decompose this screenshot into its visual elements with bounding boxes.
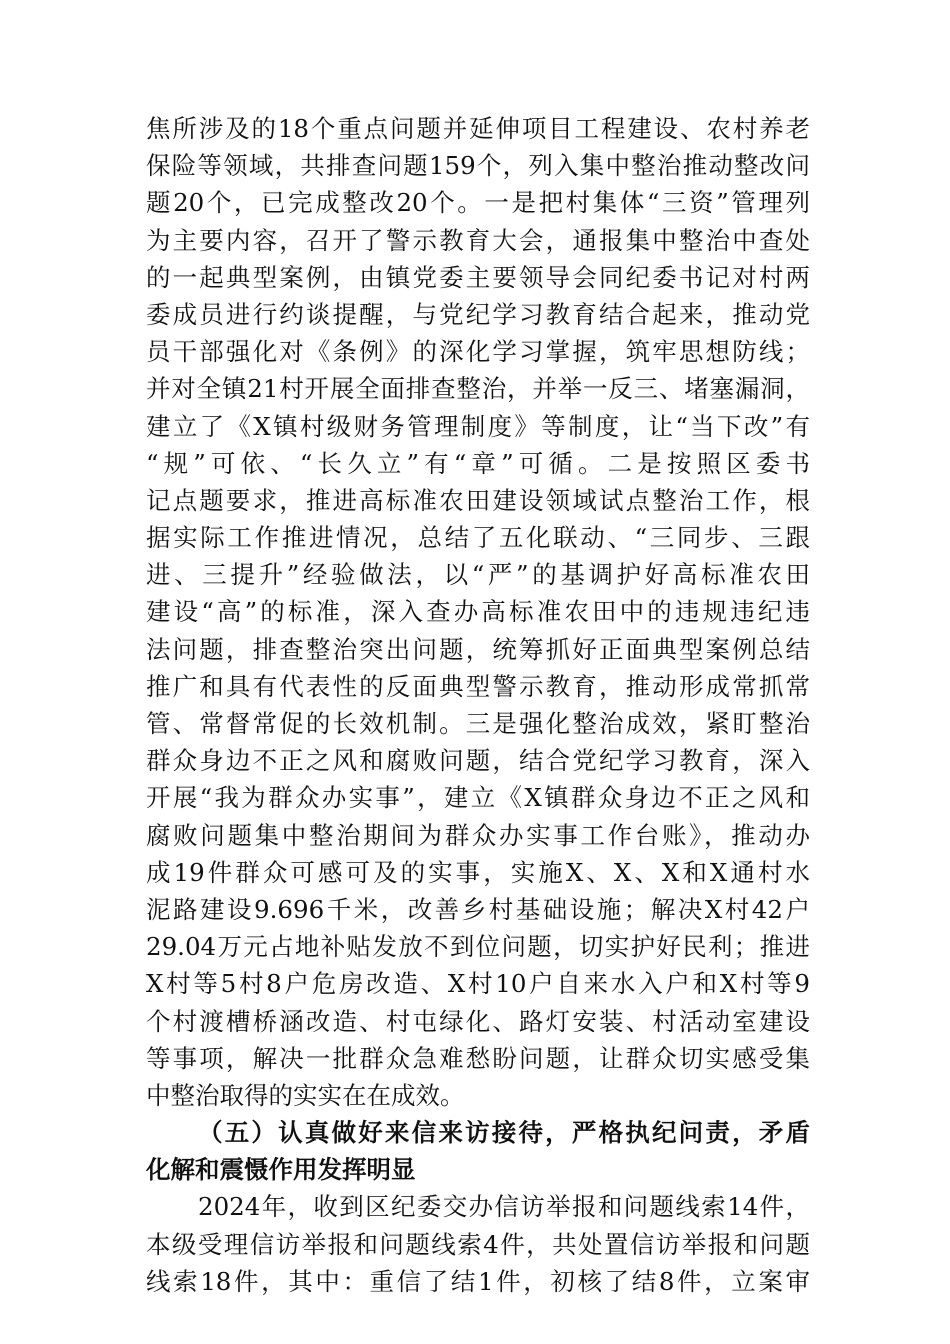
- heading-line: （五）认真做好来信来访接待，严格执纪问责，矛盾: [198, 1118, 810, 1148]
- text-line: 个村渡槽桥涵改造、村屯绿化、路灯安装、村活动室建设: [146, 1006, 810, 1036]
- text-line: X村等5村8户危房改造、X村10户自来水入户和X村等9: [146, 969, 810, 999]
- text-line: 29.04万元占地补贴发放不到位问题，切实护好民利；推进: [146, 932, 810, 962]
- text-line: 法问题，排查整治突出问题，统筹抓好正面典型案例总结: [146, 634, 810, 664]
- text-line: 开展“我为群众办实事”，建立《X镇群众身边不正之风和: [146, 783, 810, 813]
- text-line: 题20个，已完成整改20个。一是把村集体“三资”管理列: [146, 188, 810, 218]
- heading-line: 化解和震慑作用发挥明显: [146, 1155, 416, 1185]
- text-line: 委成员进行约谈提醒，与党纪学习教育结合起来，推动党: [146, 299, 810, 329]
- text-line: 焦所涉及的18个重点问题并延伸项目工程建设、农村养老: [146, 114, 810, 143]
- text-line: 推广和具有代表性的反面典型警示教育，推动形成常抓常: [146, 671, 810, 701]
- text-line: 泥路建设9.696千米，改善乡村基础设施；解决X村42户: [146, 894, 810, 924]
- text-line: 保险等领域，共排查问题159个，列入集中整治推动整改问: [146, 151, 810, 181]
- text-line: 群众身边不正之风和腐败问题，结合党纪学习教育，深入: [146, 746, 810, 776]
- text-line: 为主要内容，召开了警示教育大会，通报集中整治中查处: [146, 225, 810, 255]
- text-line: 管、常督常促的长效机制。三是强化整治成效，紧盯整治: [146, 709, 810, 738]
- text-line: 并对全镇21村开展全面排查整治，并举一反三、堵塞漏洞，: [146, 374, 810, 404]
- text-line: 2024年，收到区纪委交办信访举报和问题线索14件，: [198, 1192, 810, 1222]
- document-page: [146, 110, 810, 1300]
- text-line: 线索18件，其中：重信了结1件，初核了结8件，立案审: [146, 1266, 810, 1296]
- text-line: 进、三提升”经验做法，以“严”的基调护好高标准农田: [146, 560, 810, 590]
- text-line: 建设“高”的标准，深入查办高标准农田中的违规违纪违: [146, 597, 810, 627]
- body-paragraph: [146, 1188, 810, 1300]
- text-line: 腐败问题集中整治期间为群众办实事工作台账》，推动办: [146, 820, 810, 850]
- text-line: 建立了《X镇村级财务管理制度》等制度，让“当下改”有: [146, 411, 810, 441]
- text-line: 员干部强化对《条例》的深化学习掌握，筑牢思想防线；: [146, 337, 810, 367]
- text-line: 的一起典型案例，由镇党委主要领导会同纪委书记对村两: [146, 262, 810, 292]
- text-line: “规”可依、“长久立”有“章”可循。二是按照区委书: [146, 448, 810, 478]
- text-line: 成19件群众可感可及的实事，实施X、X、X和X通村水: [146, 857, 810, 887]
- text-line: 本级受理信访举报和问题线索4件，共处置信访举报和问题: [146, 1229, 810, 1259]
- section-heading: [146, 1114, 810, 1188]
- text-line: 中整治取得的实实在在成效。: [146, 1080, 465, 1110]
- text-line: 等事项，解决一批群众急难愁盼问题，让群众切实感受集: [146, 1043, 810, 1073]
- body-paragraph: [146, 110, 810, 1114]
- text-line: 记点题要求，推进高标准农田建设领域试点整治工作，根: [146, 485, 810, 515]
- text-line: 据实际工作推进情况，总结了五化联动、“三同步、三跟: [146, 523, 810, 553]
